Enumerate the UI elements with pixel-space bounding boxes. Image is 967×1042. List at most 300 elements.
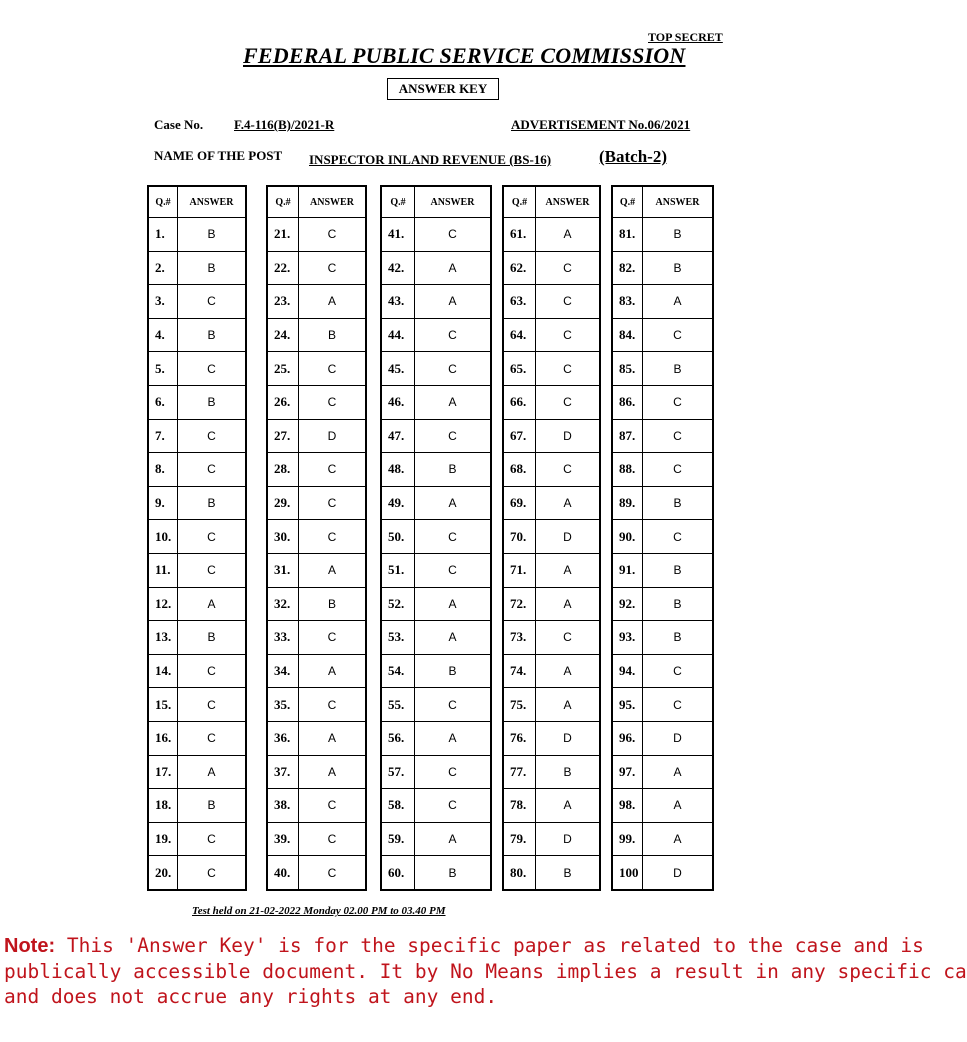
post-name-value: INSPECTOR INLAND REVENUE (BS-16) <box>309 152 552 167</box>
table-row <box>503 520 600 554</box>
table-row <box>381 453 491 487</box>
question-number: 44. <box>381 318 415 352</box>
answer-value: C <box>178 856 247 890</box>
question-number: 100 <box>612 856 643 890</box>
table-row <box>503 486 600 520</box>
table-row <box>148 553 246 587</box>
table-header-row <box>148 186 246 218</box>
answer-value: B <box>178 385 247 419</box>
answer-value: A <box>536 486 601 520</box>
answer-value: C <box>643 385 714 419</box>
answer-value: C <box>415 318 492 352</box>
answer-value: B <box>299 318 367 352</box>
question-number: 29. <box>267 486 299 520</box>
answer-value: B <box>643 486 714 520</box>
question-number: 7. <box>148 419 178 453</box>
question-number: 69. <box>503 486 536 520</box>
table-row <box>381 721 491 755</box>
answer-value: C <box>643 419 714 453</box>
table-row <box>612 822 713 856</box>
answer-value: C <box>643 654 714 688</box>
answer-value: A <box>415 587 492 621</box>
answer-value: C <box>415 553 492 587</box>
table-row <box>148 856 246 890</box>
batch-label: (Batch-2) <box>599 147 667 166</box>
table-header-row <box>612 186 713 218</box>
answer-value: C <box>299 822 367 856</box>
question-number: 60. <box>381 856 415 890</box>
table-row <box>612 721 713 755</box>
table-row <box>503 251 600 285</box>
answer-value: C <box>178 453 247 487</box>
question-number: 15. <box>148 688 178 722</box>
question-number: 55. <box>381 688 415 722</box>
answer-value: A <box>536 654 601 688</box>
answer-value: D <box>299 419 367 453</box>
answer-value: C <box>643 688 714 722</box>
table-row <box>381 318 491 352</box>
table-row <box>612 419 713 453</box>
table-row <box>381 822 491 856</box>
question-number: 74. <box>503 654 536 688</box>
disclaimer-note <box>4 933 967 1009</box>
table-row <box>503 352 600 386</box>
question-number: 4. <box>148 318 178 352</box>
table-row <box>612 654 713 688</box>
answer-value: A <box>415 251 492 285</box>
question-number: 46. <box>381 385 415 419</box>
answer-value: C <box>299 520 367 554</box>
answer-table-1 <box>147 185 247 891</box>
question-number: 92. <box>612 587 643 621</box>
question-number: 57. <box>381 755 415 789</box>
table-row <box>503 721 600 755</box>
question-number: 87. <box>612 419 643 453</box>
question-number: 63. <box>503 285 536 319</box>
answer-value: C <box>178 721 247 755</box>
question-number: 53. <box>381 621 415 655</box>
question-number: 2. <box>148 251 178 285</box>
note-line-3: and does not accrue any rights at any end. <box>4 985 498 1008</box>
answer-value: B <box>415 856 492 890</box>
post-name-label: NAME OF THE POST <box>154 148 283 163</box>
table-row <box>267 621 366 655</box>
table-row <box>267 318 366 352</box>
question-number: 89. <box>612 486 643 520</box>
table-row <box>267 822 366 856</box>
question-number: 72. <box>503 587 536 621</box>
answer-value: C <box>643 318 714 352</box>
question-number: 80. <box>503 856 536 890</box>
table-row <box>503 587 600 621</box>
note-line-2: publically accessible document. It by No Means implies a result in any specific ca <box>4 960 967 983</box>
answer-column-header: ANSWER <box>536 186 601 218</box>
table-row <box>148 587 246 621</box>
question-column-header: Q.# <box>381 186 415 218</box>
answer-value: B <box>415 654 492 688</box>
answer-value: A <box>178 755 247 789</box>
table-row <box>148 621 246 655</box>
question-column-header: Q.# <box>503 186 536 218</box>
answer-value: A <box>415 385 492 419</box>
table-row <box>267 218 366 252</box>
answer-value: C <box>299 385 367 419</box>
table-row <box>381 520 491 554</box>
table-row <box>612 251 713 285</box>
top-secret-label: TOP SECRET <box>648 30 723 44</box>
answer-value: B <box>643 553 714 587</box>
answer-value: C <box>415 755 492 789</box>
table-row <box>148 789 246 823</box>
table-row <box>267 755 366 789</box>
table-row <box>148 218 246 252</box>
question-column-header: Q.# <box>148 186 178 218</box>
answer-value: A <box>643 285 714 319</box>
question-number: 41. <box>381 218 415 252</box>
table-row <box>503 553 600 587</box>
answer-value: C <box>299 621 367 655</box>
question-number: 10. <box>148 520 178 554</box>
answer-column-header: ANSWER <box>299 186 367 218</box>
table-row <box>148 688 246 722</box>
question-number: 61. <box>503 218 536 252</box>
answer-value: C <box>299 251 367 285</box>
question-number: 76. <box>503 721 536 755</box>
question-number: 42. <box>381 251 415 285</box>
answer-value: A <box>299 285 367 319</box>
question-number: 70. <box>503 520 536 554</box>
question-number: 47. <box>381 419 415 453</box>
question-number: 34. <box>267 654 299 688</box>
answer-value: C <box>643 520 714 554</box>
question-number: 95. <box>612 688 643 722</box>
table-row <box>267 352 366 386</box>
question-number: 33. <box>267 621 299 655</box>
table-row <box>267 856 366 890</box>
answer-column-header: ANSWER <box>178 186 247 218</box>
answer-value: C <box>415 789 492 823</box>
answer-value: A <box>415 486 492 520</box>
answer-value: B <box>643 587 714 621</box>
answer-value: B <box>536 856 601 890</box>
question-number: 78. <box>503 789 536 823</box>
table-row <box>267 587 366 621</box>
question-number: 38. <box>267 789 299 823</box>
question-number: 65. <box>503 352 536 386</box>
question-number: 5. <box>148 352 178 386</box>
table-row <box>381 654 491 688</box>
question-number: 93. <box>612 621 643 655</box>
answer-value: B <box>643 251 714 285</box>
table-row <box>503 285 600 319</box>
answer-value: C <box>643 453 714 487</box>
table-row <box>267 419 366 453</box>
answer-value: C <box>415 688 492 722</box>
answer-value: C <box>299 856 367 890</box>
question-number: 68. <box>503 453 536 487</box>
question-number: 27. <box>267 419 299 453</box>
question-number: 3. <box>148 285 178 319</box>
question-number: 85. <box>612 352 643 386</box>
case-number-label: Case No. <box>154 117 204 132</box>
table-row <box>267 520 366 554</box>
question-number: 58. <box>381 789 415 823</box>
question-number: 66. <box>503 385 536 419</box>
answer-value: A <box>299 721 367 755</box>
answer-value: B <box>178 251 247 285</box>
answer-value: B <box>178 621 247 655</box>
answer-value: B <box>178 318 247 352</box>
table-row <box>267 553 366 587</box>
answer-value: A <box>299 553 367 587</box>
table-row <box>503 318 600 352</box>
question-number: 17. <box>148 755 178 789</box>
table-row <box>381 553 491 587</box>
table-row <box>612 352 713 386</box>
table-row <box>148 419 246 453</box>
table-row <box>148 318 246 352</box>
answer-value: A <box>299 654 367 688</box>
question-number: 35. <box>267 688 299 722</box>
table-row <box>267 654 366 688</box>
table-row <box>381 587 491 621</box>
question-number: 16. <box>148 721 178 755</box>
table-row <box>148 520 246 554</box>
answer-value: D <box>536 419 601 453</box>
answer-table-4 <box>502 185 601 891</box>
question-number: 73. <box>503 621 536 655</box>
answer-value: A <box>536 688 601 722</box>
table-row <box>148 453 246 487</box>
answer-value: A <box>536 587 601 621</box>
question-number: 30. <box>267 520 299 554</box>
question-number: 54. <box>381 654 415 688</box>
answer-value: C <box>299 352 367 386</box>
table-row <box>612 318 713 352</box>
answer-value: C <box>536 251 601 285</box>
case-number-value: F.4-116(B)/2021-R <box>234 117 335 132</box>
question-number: 64. <box>503 318 536 352</box>
question-number: 40. <box>267 856 299 890</box>
question-number: 26. <box>267 385 299 419</box>
table-row <box>503 789 600 823</box>
table-row <box>381 789 491 823</box>
question-number: 48. <box>381 453 415 487</box>
table-row <box>148 755 246 789</box>
question-number: 28. <box>267 453 299 487</box>
commission-title: FEDERAL PUBLIC SERVICE COMMISSION <box>243 43 686 68</box>
question-number: 9. <box>148 486 178 520</box>
answer-value: B <box>536 755 601 789</box>
table-header-row <box>267 186 366 218</box>
question-number: 67. <box>503 419 536 453</box>
question-number: 24. <box>267 318 299 352</box>
question-number: 11. <box>148 553 178 587</box>
answer-column-header: ANSWER <box>643 186 714 218</box>
answer-value: C <box>299 789 367 823</box>
answer-value: C <box>299 688 367 722</box>
answer-table-2 <box>266 185 367 891</box>
question-number: 84. <box>612 318 643 352</box>
answer-value: C <box>536 285 601 319</box>
question-number: 88. <box>612 453 643 487</box>
answer-value: C <box>415 352 492 386</box>
table-row <box>612 755 713 789</box>
answer-value: C <box>178 285 247 319</box>
table-row <box>267 721 366 755</box>
table-row <box>148 486 246 520</box>
answer-key-heading: ANSWER KEY <box>387 78 499 100</box>
table-row <box>148 385 246 419</box>
answer-value: C <box>178 553 247 587</box>
answer-value: C <box>536 352 601 386</box>
question-number: 21. <box>267 218 299 252</box>
table-row <box>148 822 246 856</box>
table-row <box>381 856 491 890</box>
answer-value: C <box>536 621 601 655</box>
question-number: 90. <box>612 520 643 554</box>
question-number: 25. <box>267 352 299 386</box>
answer-value: B <box>643 352 714 386</box>
table-row <box>267 789 366 823</box>
question-number: 6. <box>148 385 178 419</box>
table-row <box>381 755 491 789</box>
answer-value: C <box>178 419 247 453</box>
answer-value: B <box>178 789 247 823</box>
answer-value: B <box>643 621 714 655</box>
answer-value: A <box>299 755 367 789</box>
table-row <box>503 856 600 890</box>
question-number: 49. <box>381 486 415 520</box>
answer-value: B <box>415 453 492 487</box>
answer-value: A <box>415 621 492 655</box>
table-row <box>612 453 713 487</box>
question-number: 22. <box>267 251 299 285</box>
answer-value: B <box>299 587 367 621</box>
answer-value: C <box>415 419 492 453</box>
table-row <box>503 822 600 856</box>
answer-value: C <box>536 318 601 352</box>
answer-value: C <box>536 385 601 419</box>
table-row <box>267 251 366 285</box>
answer-value: C <box>299 218 367 252</box>
table-row <box>612 520 713 554</box>
question-number: 59. <box>381 822 415 856</box>
question-number: 39. <box>267 822 299 856</box>
question-number: 36. <box>267 721 299 755</box>
table-row <box>612 587 713 621</box>
question-number: 8. <box>148 453 178 487</box>
answer-value: A <box>415 285 492 319</box>
question-number: 77. <box>503 755 536 789</box>
answer-value: D <box>536 721 601 755</box>
answer-value: C <box>178 352 247 386</box>
table-header-row <box>503 186 600 218</box>
table-row <box>503 419 600 453</box>
question-number: 83. <box>612 285 643 319</box>
table-row <box>612 789 713 823</box>
table-row <box>612 856 713 890</box>
answer-value: D <box>643 856 714 890</box>
table-row <box>612 553 713 587</box>
table-row <box>612 285 713 319</box>
question-number: 75. <box>503 688 536 722</box>
table-row <box>267 453 366 487</box>
table-row <box>503 621 600 655</box>
question-number: 18. <box>148 789 178 823</box>
test-held-info: Test held on 21-02-2022 Monday 02.00 PM to 03.40 PM <box>192 905 446 917</box>
question-number: 51. <box>381 553 415 587</box>
question-number: 79. <box>503 822 536 856</box>
answer-value: A <box>415 721 492 755</box>
answer-value: C <box>299 453 367 487</box>
table-row <box>503 453 600 487</box>
question-column-header: Q.# <box>612 186 643 218</box>
table-row <box>612 486 713 520</box>
answer-value: A <box>643 789 714 823</box>
answer-value: A <box>178 587 247 621</box>
table-row <box>148 352 246 386</box>
question-number: 56. <box>381 721 415 755</box>
question-number: 19. <box>148 822 178 856</box>
question-number: 52. <box>381 587 415 621</box>
answer-table-5 <box>611 185 714 891</box>
table-row <box>503 218 600 252</box>
answer-value: C <box>536 453 601 487</box>
answer-value: D <box>536 520 601 554</box>
question-number: 91. <box>612 553 643 587</box>
table-row <box>267 285 366 319</box>
answer-value: B <box>643 218 714 252</box>
question-number: 81. <box>612 218 643 252</box>
note-text-1: This 'Answer Key' is for the specific paper as related to the case and is <box>55 934 924 957</box>
question-number: 14. <box>148 654 178 688</box>
question-number: 86. <box>612 385 643 419</box>
table-row <box>267 688 366 722</box>
question-number: 13. <box>148 621 178 655</box>
question-number: 62. <box>503 251 536 285</box>
table-row <box>612 688 713 722</box>
question-number: 20. <box>148 856 178 890</box>
table-row <box>267 385 366 419</box>
advertisement-number: ADVERTISEMENT No.06/2021 <box>511 117 691 132</box>
answer-value: D <box>643 721 714 755</box>
table-row <box>381 486 491 520</box>
table-row <box>381 688 491 722</box>
answer-table-3 <box>380 185 492 891</box>
question-number: 94. <box>612 654 643 688</box>
table-row <box>148 721 246 755</box>
question-number: 37. <box>267 755 299 789</box>
question-number: 31. <box>267 553 299 587</box>
question-number: 23. <box>267 285 299 319</box>
table-row <box>148 251 246 285</box>
answer-value: B <box>178 218 247 252</box>
table-row <box>148 654 246 688</box>
question-number: 82. <box>612 251 643 285</box>
answer-value: C <box>178 520 247 554</box>
question-number: 12. <box>148 587 178 621</box>
answer-value: C <box>178 688 247 722</box>
question-number: 98. <box>612 789 643 823</box>
question-number: 1. <box>148 218 178 252</box>
table-row <box>612 621 713 655</box>
table-row <box>503 385 600 419</box>
table-row <box>381 385 491 419</box>
answer-value: D <box>536 822 601 856</box>
table-row <box>148 285 246 319</box>
table-row <box>381 218 491 252</box>
